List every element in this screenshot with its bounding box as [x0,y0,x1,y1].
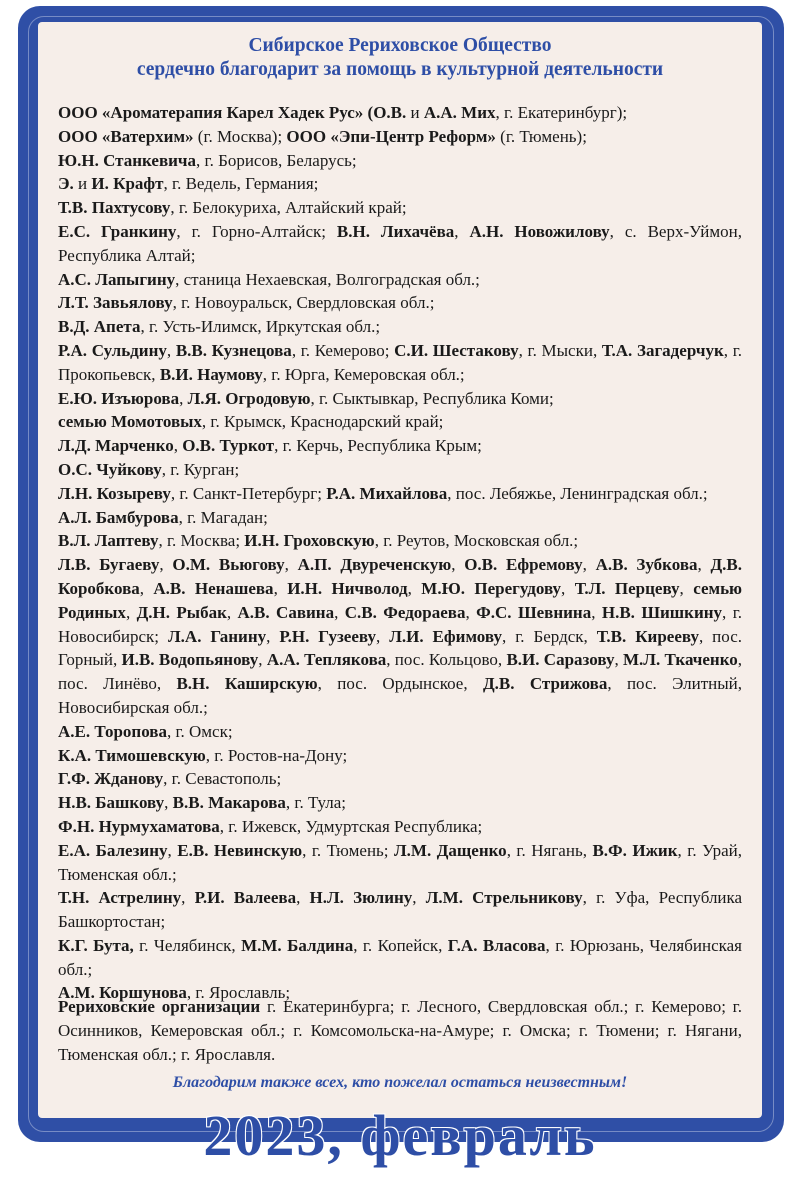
location-text: , [697,555,711,575]
donor-name: Л.В. Бугаеву [58,555,160,575]
location-text: , пос. Лебяжье, Ленинградская обл.; [447,483,708,503]
location-text: , [451,555,465,575]
donor-name: В.И. Наумову [159,364,263,384]
location-text: , г. Севастополь; [163,769,282,789]
thanks-entry [58,387,742,411]
donor-name: А.С. Лапыгину [58,269,176,289]
location-text: , [375,626,390,646]
donor-name: Л.И. Ефимову [389,626,502,646]
donor-name: Л.А. Ганину [168,626,267,646]
donor-name: Д.Н. Рыбак [136,602,227,622]
organizations-paragraph [58,995,742,1066]
donor-name: Р.А. Сульдину [58,340,167,360]
donor-name: Л.Н. Козыреву [58,483,171,503]
donor-name: ООО «Эпи-Центр Реформ» [286,126,496,146]
donor-name: В.Л. Лаптеву [58,531,159,551]
thanks-entry [58,458,742,482]
donor-name: Ф.С. Шевнина [476,602,592,622]
thanks-entry [58,720,742,744]
location-text: , [125,602,137,622]
location-text: , г. Белокуриха, Алтайский край; [170,198,407,218]
thanks-entry [58,839,742,887]
thanks-list [58,101,742,1005]
thanks-entry [58,172,742,196]
location-text: , г. Тюмень; [302,840,395,860]
thanks-entry [58,767,742,791]
header-title: Сибирское Рериховское Общество [248,35,552,56]
donor-name: семью Родиных [58,578,743,622]
donor-name: Т.В. Пахтусову [58,198,171,218]
location-text: , г. Бердск, [502,626,597,646]
location-text: , г. Юрга, Кемеровская обл.; [262,364,465,384]
location-text: , г. Уфа, Республика Башкортостан; [58,888,743,932]
location-text: , [139,578,154,598]
location-text: , [591,602,602,622]
donor-name: А.В. Зубкова [595,555,698,575]
location-text: , [179,388,188,408]
location-text: , [284,555,298,575]
location-text: , [258,650,267,670]
donor-name: Т.А. Загадерчук [601,340,724,360]
donor-name: Н.В. Шишкину [601,602,723,622]
location-text: , г. Ростов-на-Дону; [205,745,348,765]
donor-name: В.В. Кузнецова [175,340,292,360]
donor-name: ООО «Ароматерапия Карел Хадек Рус» (О.В. [58,103,407,122]
thanks-entry [58,196,742,220]
closing-note: Благодарим также всех, кто пожелал остаться неизвестным! [172,1074,628,1091]
donor-name: Т.В. Кирееву [596,626,699,646]
donor-name: С.И. Шестакову [394,340,519,360]
donor-name: О.В. Ефремову [464,555,583,575]
donor-name: Л.М. Стрельникову [425,888,583,908]
donor-name: О.С. Чуйкову [58,459,162,479]
donor-name: Э. [58,174,74,194]
donor-name: А.М. Коршунова [58,983,187,1003]
donor-name: И. Крафт [91,174,164,194]
thanks-entry [58,291,742,315]
donor-name: Ю.Н. Станкевича [58,150,197,170]
location-text: , г. Нягань, [506,840,593,860]
thanks-entry [58,886,742,934]
location-text: , г. Омск; [166,721,233,741]
donor-name: Л.М. Дащенко [394,840,507,860]
donor-name: Р.А. Михайлова [326,483,448,503]
organizations-label: Рериховские организации [58,997,261,1016]
location-text: , пос. Горный, [58,626,743,670]
donor-name: Г.А. Власова [447,935,546,955]
location-text: , пос. Элитный, Новосибирская обл.; [58,674,742,717]
location-text: и [406,103,424,122]
location-text: , [181,888,195,908]
donor-name: В.Н. Каширскую [176,674,318,694]
donor-name: И.В. Водопьянову [121,650,259,670]
location-text: , с. Верх-Уймон, Республика Алтай; [58,221,743,265]
donor-name: О.В. Туркот [182,436,275,456]
donor-name: В.И. Саразову [506,650,615,670]
header-subtitle: сердечно благодарит за помощь в культурной деятельности [136,59,664,80]
thanks-entry [58,553,742,720]
donor-name: Л.Я. Огродовую [187,388,311,408]
donor-name: Е.Ю. Изъюрова [58,388,180,408]
location-text: , [582,555,596,575]
location-text: , г. Ярославль; [186,983,291,1003]
thanks-entry [58,125,742,149]
donor-name: Е.В. Невинскую [177,840,303,860]
location-text: , г. Усть-Илимск, Иркутская обл.; [140,317,381,337]
donor-name: А.П. Двуреченскую [297,555,452,575]
donor-name: Л.Д. Марченко [58,436,174,456]
location-text: , г. Борисов, Беларусь; [196,150,357,170]
donor-name: Т.Л. Перцеву [574,578,680,598]
donor-name: А.А. Теплякова [266,650,387,670]
thanks-entry [58,434,742,458]
location-text: , [679,578,694,598]
location-text: , г. Горно-Алтайск; [176,221,337,241]
donor-name: Ф.Н. Нурмухаматова [58,816,220,836]
donor-name: А.В. Савина [237,602,335,622]
issue-date: 2023, февраль [203,1103,597,1168]
location-text: , г. Новоуральск, Свердловская обл.; [172,293,435,313]
location-text: , г. Новосибирск; [58,602,743,646]
donor-name: М.М. Балдина [241,935,354,955]
location-text: , [226,602,238,622]
location-text: (г. Тюмень); [495,126,587,146]
location-text: и [73,174,92,194]
location-text: , [173,436,183,456]
location-text: , г. Юрюзань, Челябинская обл.; [58,935,743,979]
thanks-entry [58,220,742,268]
location-text: , [465,602,477,622]
thanks-entry [58,815,742,839]
donor-name: В.Ф. Ижик [592,840,678,860]
donor-name: Е.А. Балезину [58,840,168,860]
location-text: , г. Прокопьевск, [58,340,742,384]
donor-name: И.Н. Гроховскую [244,531,375,551]
donor-name: Р.Н. Гузееву [279,626,376,646]
thanks-entry [58,315,742,339]
donor-name: К.А. Тимошевскую [58,745,206,765]
location-text: , г. Санкт-Петербург; [170,483,327,503]
thanks-entry [58,482,742,506]
donor-name: Н.Л. Зюлину [309,888,413,908]
donor-name: А.В. Ненашева [153,578,274,598]
donor-name: А.Л. Бамбурова [58,507,179,527]
location-text: , г. Крымск, Краснодарский край; [201,412,444,432]
donor-name: Г.Ф. Жданову [58,769,164,789]
location-text: , [412,888,426,908]
thanks-entry [58,934,742,982]
location-text: , [561,578,575,598]
thanks-entry [58,339,742,387]
donor-name: Е.С. Гранкину [58,221,177,241]
thanks-entry [58,149,742,173]
location-text: , пос. Линёво, [58,650,743,694]
location-text: , г. Екатеринбург); [495,103,628,122]
location-text: , [334,602,345,622]
location-text: , [296,888,310,908]
location-text: , г. Ижевск, Удмуртская Республика; [219,816,483,836]
donor-name: семью Момотовых [58,412,202,432]
donor-name: А.А. Мих [423,103,496,122]
location-text: , г. Копейск, [353,935,448,955]
location-text: , г. Курган; [161,459,240,479]
donor-name: В.В. Макарова [172,793,286,813]
donor-name: Р.И. Валеева [194,888,297,908]
location-text: , станица Нехаевская, Волгоградская обл.; [175,269,480,289]
location-text: , г. Москва; [158,531,245,551]
location-text: , г. Мыски, [518,340,602,360]
location-text: , [164,793,173,813]
location-text: , [614,650,623,670]
location-text: , г. Тула; [285,793,346,813]
donor-name: В.Н. Лихачёва [336,221,455,241]
donor-name: С.В. Федораева [344,602,466,622]
location-text: г. Челябинск, [133,935,242,955]
organizations-cities: г. Екатеринбурга; г. Лесного, Свердловская обл.; г. Кемерово; г. Осинников, Кемеровская обл.; г. Комсомольска-на-Амуре; г. Омска; г. Тюмени; г. Нягани, Тюменская обл.; г. Ярославля. [58,997,742,1064]
location-text: , г. Кемерово; [291,340,395,360]
thanks-entry [58,101,742,125]
location-text: , г. Керчь, Республика Крым; [274,436,482,456]
donor-name: К.Г. Бута, [58,935,134,955]
thanks-entry [58,410,742,434]
donor-name: Д.В. Коробкова [58,555,743,598]
donor-name: А.Е. Торопова [58,721,167,741]
donor-name: М.Ю. Перегудову [421,578,562,598]
page-header [38,34,762,82]
location-text: , г. Ведель, Германия; [163,174,319,194]
donor-name: Н.В. Башкову [58,793,165,813]
donor-name: Л.Т. Завьялову [58,293,173,313]
location-text: , [454,221,470,241]
location-text: , г. Магадан; [178,507,268,527]
donor-name: М.Л. Ткаченко [623,650,738,670]
location-text: , г. Сыктывкар, Республика Коми; [310,388,554,408]
thanks-entry [58,506,742,530]
location-text: , [167,840,178,860]
donor-name: В.Д. Апета [58,317,141,337]
location-text: , пос. Кольцово, [386,650,507,670]
donor-name: О.М. Вьюгову [172,555,285,575]
location-text: , г. Урай, Тюменская обл.; [58,840,743,884]
thanks-entry [58,744,742,768]
thanks-entry [58,529,742,553]
location-text: , [166,340,176,360]
donor-name: А.Н. Новожилову [469,221,610,241]
location-text: (г. Москва); [193,126,287,146]
location-text: , г. Реутов, Московская обл.; [374,531,579,551]
location-text: , [273,578,288,598]
donor-name: И.Н. Ничволод [287,578,408,598]
donor-name: Т.Н. Астрелину [58,888,182,908]
donor-name: Д.В. Стрижова [482,674,608,694]
location-text: , [266,626,280,646]
thanks-entry [58,268,742,292]
location-text: , пос. Ордынское, [317,674,483,694]
thanks-entry [58,791,742,815]
donor-name: ООО «Ватерхим» [58,126,194,146]
location-text: , [407,578,422,598]
location-text: , [159,555,173,575]
